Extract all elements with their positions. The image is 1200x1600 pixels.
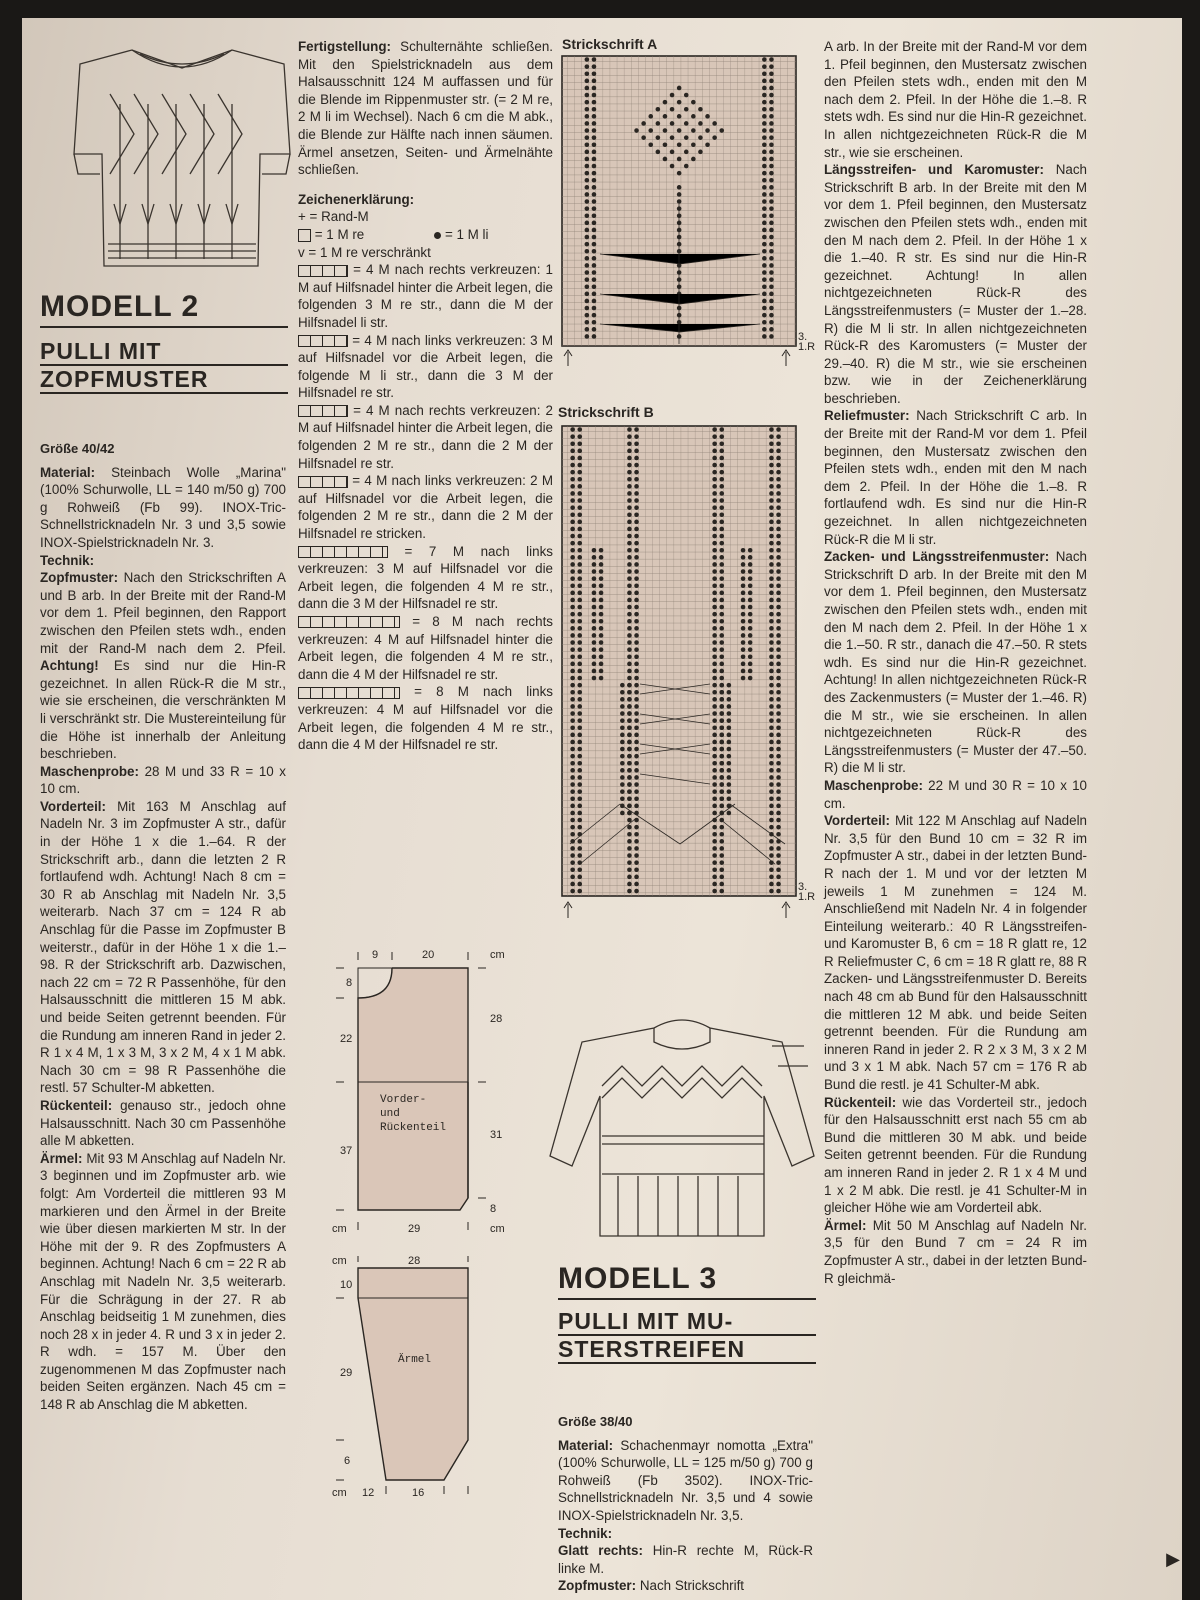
cable-cross-icon (298, 405, 348, 417)
legend-cross-5: = 7 M nach links verkreuzen: 3 M auf Hilfsnadel vor die Arbeit legen, die folgenden 4 M re str., dann die 3 M der Hilfsnadel re str. (298, 543, 553, 612)
legend-re-li: = 1 M re = 1 M li (298, 226, 553, 244)
chart-a-row-mark: 3. (798, 331, 808, 343)
chart-b-row-mark-2: 1.R (798, 891, 816, 903)
cable-cross-icon (298, 476, 348, 488)
legend-cross-6: = 8 M nach rechts verkreuzen: 4 M auf Hilfsnadel hinter die Arbeit legen, die folgenden 4 M re str., dann die 4 M der Hilfsnadel re str. (298, 614, 553, 682)
modell3-technik: Technik: (558, 1525, 613, 1541)
modell3-zacken: Zacken- und Längsstreifenmuster: Nach Strickschrift D arb. In der Breite mit den M vor dem 1. Pfeil beginnen, den Mustersatz zwischen den Pfeilen stets wdh., enden mit den M nach dem 2. Pfeil. In der Höhe 1 x die 1.–50. R str., danach die 47.–50. R stets wdh. Es sind nur die Hin-R gezeichnet. Achtung! In allen nichtgezeichneten Rück-R des Zackenmusters (= Muster der 1.–46. R) die M str., wie sie erscheinen. In allen nichtgezeichneten Rück-R des Längsstreifenmusters (= Muster der 47.–50. R) die M li str. (824, 549, 1087, 776)
modell3-title: MODELL 3 (558, 1262, 816, 1300)
magazine-page (22, 18, 1182, 1600)
body-top-b: 20 (422, 949, 435, 961)
modell3-size: Größe 38/40 (558, 1414, 633, 1429)
chart-b-row-mark: 3. (798, 881, 808, 893)
body-unit-top: cm (490, 949, 505, 961)
modell3-aermel: Ärmel: Mit 50 M Anschlag auf Nadeln Nr. 3,5 für den Bund 7 cm = 24 R im Zopfmuster A str., dabei in der letzten Bund-R gleichmä- (824, 1217, 1087, 1286)
body-bottom: 29 (408, 1223, 421, 1235)
modell2-size: Größe 40/42 (40, 441, 115, 456)
cable-cross-icon (298, 546, 388, 558)
body-label-2: und (380, 1108, 400, 1120)
modell2-header (40, 290, 288, 394)
chart-b-arrow-right-icon (782, 902, 790, 918)
chart-a-row-mark-2: 1.R (798, 341, 816, 353)
modell3-subtitle-2: STERSTREIFEN (558, 1336, 816, 1364)
legend-cross-3: = 4 M nach rechts verkreuzen: 2 M auf Hilfsnadel hinter die Arbeit legen, die folgenden 2 M re str., dann die 2 M der Hilfsnadel re str. (298, 402, 553, 471)
chart-b-grid (560, 424, 822, 934)
chart-a-arrow-left-icon (564, 350, 572, 366)
modell3-vorderteil: Vorderteil: Mit 122 M Anschlag auf Nadeln Nr. 3,5 für den Bund 10 cm = 32 R im Zopfmuster A str., dabei in der letzten Bund-R nach der 1. M und vor der letzten M jeweils 1 M zunehmen = 124 M. Anschließend mit Nadeln Nr. 4 in folgender Einteilung weiterarb.: 40 R Längsstreifen- und Karomuster B, 6 cm = 18 R glatt re, 12 R Reliefmuster C, 6 cm = 18 R glatt re, 88 R Zacken- und Längsstreifenmuster D. Bereits nach 48 cm ab Bund für den Halsausschnitt die mittleren 12 M abk. und beide Seiten getrennt beenden. Für die Rundung am inneren Rand in jeder 2. R 2 x 3 M, 3 x 2 M und 3 x 1 M abk. Nach 57 cm = 176 R ab Bund die restl. je 41 Schulter-M abk. (824, 813, 1087, 1093)
sleeve-left-c: 6 (344, 1455, 351, 1467)
sweater-sketch-modell2 (70, 44, 294, 276)
body-left-c: 37 (340, 1145, 353, 1157)
empty-square-icon (298, 229, 311, 242)
next-page-arrow-icon: ▶ (1166, 1549, 1180, 1569)
modell2-zopfmuster: Zopfmuster: Nach den Strickschriften A und B arb. In der Breite mit der Rand-M vor dem 1. Pfeil beginnen, den Rapport zwischen den Pfeilen stets wdh., enden mit der Rand-M nach dem 2. Pfeil. Achtung! Es sind nur die Hin-R gezeichnet. In allen Rück-R die M str., wie sie erscheinen, die verschränkten M li verschränkt str. Die Mustereinteilung für die Höhe ist innerhalb der Anleitung beschrieben. (40, 570, 286, 762)
column-2 (298, 38, 553, 754)
modell3-subtitle-1: PULLI MIT MU- (558, 1308, 816, 1336)
modell2-subtitle-2: ZOPFMUSTER (40, 366, 288, 394)
modell2-aermel: Ärmel: Mit 93 M Anschlag auf Nadeln Nr. 3 beginnen und im Zopfmuster arb. wie folgt: Am Vorderteil die mittleren 93 M markieren und den Ärmel in der Breite wie über diesen markierten M str. In der Höhe mit der 9. R des Zopfmusters A beginnen. Achtung! Nach 6 cm = 22 R ab Anschlag mit Nadeln Nr. 3,5 weiterarb. Für die Schrägung in der 27. R ab Anschlag beidseitig 1 M zunehmen, dies noch 28 x in jeder 4. R und 3 x in jeder 2. R wdh. = 157 M. Über den zugenommenen M das Zopfmuster nach beiden Seiten ergänzen. Nach 45 cm = 148 R ab Anschlag die M abketten. (40, 1150, 286, 1413)
modell2-material: Material: Steinbach Wolle „Marina" (100% Schurwolle, LL = 140 m/50 g) 700 g Rohweiß (Fb 99). INOX-Tric-Schnellstricknadeln Nr. 3 und 3,5 sowie INOX-Spielstricknadeln Nr. 3. (40, 464, 286, 550)
sleeve-unit-top: cm (332, 1255, 347, 1267)
cable-pattern (108, 94, 256, 259)
modell3-relief: Reliefmuster: Nach Strickschrift C arb. In der Breite mit der Rand-M vor dem 1. Pfeil beginnen, den Mustersatz zwischen den Pfeilen stets wdh., enden mit den M nach dem 2. Pfeil. In der Höhe die 1.–8. R fortlaufend wdh. Es sind nur die Hin-R gezeichnet. In allen nichtgezeichneten Rück-R die M li str. (824, 408, 1087, 547)
sleeve-schematic (318, 1250, 518, 1510)
body-top-a: 9 (372, 949, 379, 961)
legend-title: Zeichenerklärung: (298, 191, 415, 207)
body-unit-bottom-right: cm (490, 1223, 505, 1235)
sleeve-bottom-a: 12 (362, 1487, 375, 1499)
sweater-sketch-modell3 (542, 1006, 822, 1256)
modell3-material: Material: Schachenmayr nomotta „Extra" (100% Schurwolle, LL = 125 m/50 g) 700 g Rohweiß (Fb 3502). INOX-Tric-Schnellstricknadeln Nr. 3,5 und 4 sowie INOX-Spielstricknadeln Nr. 3,5. (558, 1437, 813, 1523)
column-4 (824, 38, 1087, 1287)
modell3-rueckenteil: Rückenteil: wie das Vorderteil str., jedoch für den Halsausschnitt erst nach 55 cm ab Bund die mittleren 30 M abk. und beide Seiten getrennt beenden. Für die Rundung am inneren Rand in jeder 2. R 1 x 4 M und 1 x 2 M abk. Die restl. je 41 Schulter-M in gleicher Höhe wie am Vorderteil abk. (824, 1094, 1087, 1216)
modell3-header (558, 1262, 816, 1364)
chart-a-title: Strickschrift A (562, 36, 658, 52)
body-left-b: 22 (340, 1033, 353, 1045)
sleeve-left-a: 10 (340, 1279, 353, 1291)
body-label-1: Vorder- (380, 1094, 427, 1106)
body-unit-bottom-left: cm (332, 1223, 347, 1235)
body-label-3: Rückenteil (380, 1122, 447, 1134)
filled-dot-icon (434, 232, 441, 239)
modell3-maschenprobe: Maschenprobe: 22 M und 30 R = 10 x 10 cm. (824, 777, 1087, 811)
chart-b-arrow-left-icon (564, 902, 572, 918)
body-left-a: 8 (346, 977, 353, 989)
legend-cross-1: = 4 M nach rechts verkreuzen: 1 M auf Hilfsnadel hinter die Arbeit legen, die folgenden 3 M re str., dann die M der Hilfsnadel li str. (298, 262, 553, 330)
modell2-fertigstellung: Fertigstellung: Schulternähte schließen. Mit den Spielstricknadeln aus dem Halsausschnitt 124 M auffassen und für die Blende im Rippenmuster str. (= 2 M re, 2 M li im Wechsel). Nach 6 cm die M abk., die Blende zur Hälfte nach innen säumen. Ärmel ansetzen, Seiten- und Ärmelnähte schließen. (298, 39, 553, 178)
legend-rand: + = Rand-M (298, 209, 369, 225)
cable-cross-icon (298, 335, 348, 347)
modell2-rueckenteil: Rückenteil: genauso str., jedoch ohne Halsausschnitt. Nach 30 cm Passenhöhe alle M abketten. (40, 1097, 286, 1149)
sleeve-label: Ärmel (398, 1354, 432, 1366)
modell3-glatt: Glatt rechts: Hin-R rechte M, Rück-R linke M. (558, 1543, 813, 1576)
sleeve-unit-bottom: cm (332, 1487, 347, 1499)
column-3-bottom (558, 1413, 813, 1595)
legend-verschraenkt: v = 1 M re verschränkt (298, 244, 431, 260)
body-schematic (318, 942, 518, 1242)
modell2-maschenprobe: Maschenprobe: 28 M und 33 R = 10 x 10 cm. (40, 763, 286, 797)
modell2-title: MODELL 2 (40, 290, 288, 328)
cable-cross-icon (298, 616, 400, 628)
body-right-b: 31 (490, 1129, 503, 1141)
chart-a-arrow-right-icon (782, 350, 790, 366)
column-1 (40, 440, 286, 1414)
legend-cross-7: = 8 M nach links verkreuzen: 4 M auf Hilfsnadel vor die Arbeit legen, die folgenden 4 M re str., dann die 4 M der Hilfsnadel re str. (298, 684, 553, 753)
modell2-subtitle-1: PULLI MIT (40, 338, 288, 366)
modell3-zopf-cont: A arb. In der Breite mit der Rand-M vor dem 1. Pfeil beginnen, den Mustersatz zwischen den Pfeilen stets wdh., enden mit den M nach dem 2. Pfeil. In der Höhe die 1.–8. R stets wdh. Es sind nur die Hin-R gezeichnet. In allen nichtgezeichneten Rück-R die M str., wie sie erscheinen. (824, 39, 1087, 160)
legend-cross-2: = 4 M nach links verkreuzen: 3 M auf Hilfsnadel vor die Arbeit legen, die folgende M li str., dann die 3 M der Hilfsnadel re str. (298, 332, 553, 401)
modell2-vorderteil: Vorderteil: Mit 163 M Anschlag auf Nadeln Nr. 3 im Zopfmuster A str., dafür in der Höhe 1 x die 1.–64. R der Strickschrift arb., dann die letzten 2 R fortlaufend wdh. Achtung! Nach 8 cm = 30 R ab Anschlag mit Nadeln Nr. 3,5 weiterarb. Nach 37 cm = 124 R ab Anschlag für die Passe im Zopfmuster B weiterstr., dafür in der Höhe 1 x die 1.–98. R der Strickschrift arb. Dazwischen, nach 22 cm = 72 R Passenhöhe, für den Halsausschnitt die mittleren 15 M abk. und beide Seiten getrennt beenden. Für die Rundung am inneren Rand in jeder 2. R 1 x 4 M, 1 x 3 M, 3 x 2 M, 4 x 1 M abk. Nach 30 cm = 98 R Passenhöhe die restl. 57 Schulter-M abketten. (40, 798, 286, 1096)
cable-cross-icon (298, 687, 400, 699)
sleeve-bottom-b: 16 (412, 1487, 425, 1499)
modell2-technik: Technik: (40, 552, 95, 568)
modell3-zopfmuster: Zopfmuster: Nach Strickschrift (558, 1578, 745, 1594)
chart-b-title: Strickschrift B (558, 404, 654, 420)
sleeve-left-b: 29 (340, 1367, 353, 1379)
body-right-c: 8 (490, 1203, 497, 1215)
chart-a-grid (560, 54, 822, 384)
sleeve-top: 28 (408, 1255, 421, 1267)
legend-cross-4: = 4 M nach links verkreuzen: 2 M auf Hilfsnadel vor die Arbeit legen, die folgenden 2 M re str., dann die 2 M der Hilfsnadel re stricken. (298, 473, 553, 542)
body-right-a: 28 (490, 1013, 503, 1025)
cable-cross-icon (298, 265, 348, 277)
modell3-laengsstreifen: Längsstreifen- und Karomuster: Nach Strickschrift B arb. In der Breite mit den M vor dem 1. Pfeil beginnen, den Mustersatz zwischen den Pfeilen stets wdh., enden mit den M nach dem 2. Pfeil. In der Höhe 1 x die 1.–40. R str. Es sind nur die Hin-R gezeichnet. Achtung! In allen nichtgezeichneten Rück-R des Längsstreifenmusters (= Muster der 1.–28. R) die M li str. In allen nichtgezeichneten Rück-R des Karomusters (= Muster der 29.–40. R) die M str., wie sie erscheinen bzw. wie in der Zeichenerklärung beschrieben. (824, 162, 1087, 406)
